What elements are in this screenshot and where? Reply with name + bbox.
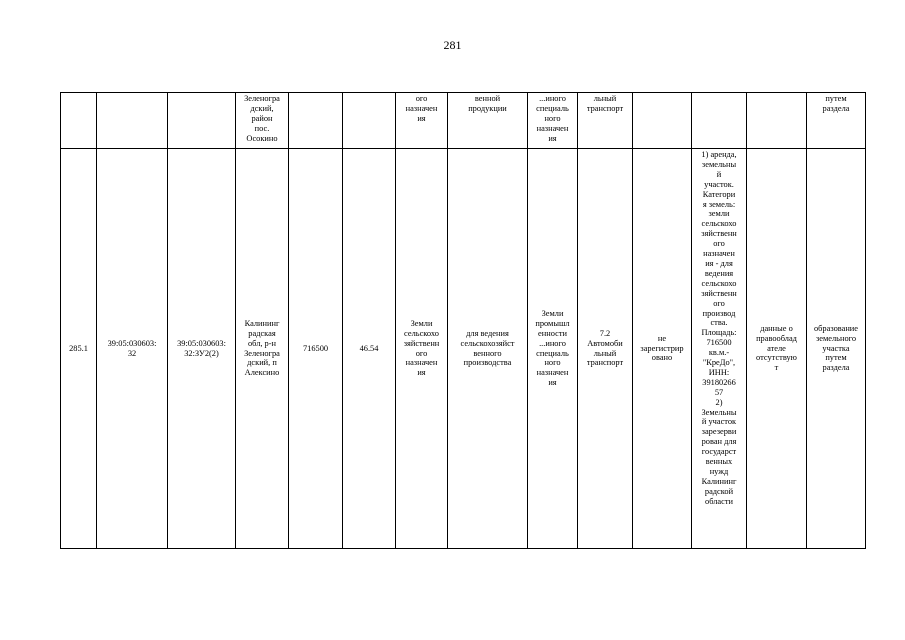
land-plot-table (60, 92, 866, 549)
planned-use-cell: льный транспорт (578, 93, 633, 149)
permitted-use-cell: для ведения сельскохозяйст венного производства (448, 149, 528, 549)
rights-cell: не зарегистрир овано (633, 149, 692, 549)
table-row (61, 93, 866, 149)
land-category-cell: ого назначен ия (396, 93, 448, 149)
page-number: 281 (443, 38, 462, 52)
planned-category-cell: Земли промышл енности ...иного специаль ного назначен ия (528, 149, 578, 549)
area-cell (289, 93, 343, 149)
row-number-cell: 285.1 (61, 149, 97, 549)
share-cell (343, 93, 396, 149)
cadastral-number-cell (97, 93, 168, 149)
holder-cell: данные о правооблад ателе отсутствую т (747, 149, 807, 549)
planned-category-cell: ...иного специаль ного назначен ия (528, 93, 578, 149)
rights-cell (633, 93, 692, 149)
new-plot-number-cell: 39:05:030603: 32:ЗУ2(2) (168, 149, 236, 549)
address-cell: Зеленогра дский, район пос. Осокино (236, 93, 289, 149)
cadastral-number-cell: 39:05:030603: 32 (97, 149, 168, 549)
land-category-cell: Земли сельскохо зяйственн ого назначен ия (396, 149, 448, 549)
permitted-use-cell: венной продукции (448, 93, 528, 149)
encumbrances-cell (692, 93, 747, 149)
holder-cell (747, 93, 807, 149)
area-cell: 716500 (289, 149, 343, 549)
method-cell: образование земельного участка путем раздела (807, 149, 866, 549)
row-number-cell (61, 93, 97, 149)
planned-use-cell: 7.2 Автомоби льный транспорт (578, 149, 633, 549)
address-cell: Калининг радская обл, р-н Зеленогра дский, п Алексино (236, 149, 289, 549)
table-row (61, 149, 866, 549)
encumbrances-cell: 1) аренда, земельны й участок. Категори я земель: земли сельскохо зяйственн ого назначен ия - для ведения сельскохо зяйственн ого производ ства. Площадь: 716500 кв.м.- "КреДо", ИНН: 39180266 57 2) Земельны й участок зарезерви рован для государст венных нужд Калининг радской области (692, 149, 747, 549)
method-cell: путем раздела (807, 93, 866, 149)
share-cell: 46.54 (343, 149, 396, 549)
new-plot-number-cell (168, 93, 236, 149)
